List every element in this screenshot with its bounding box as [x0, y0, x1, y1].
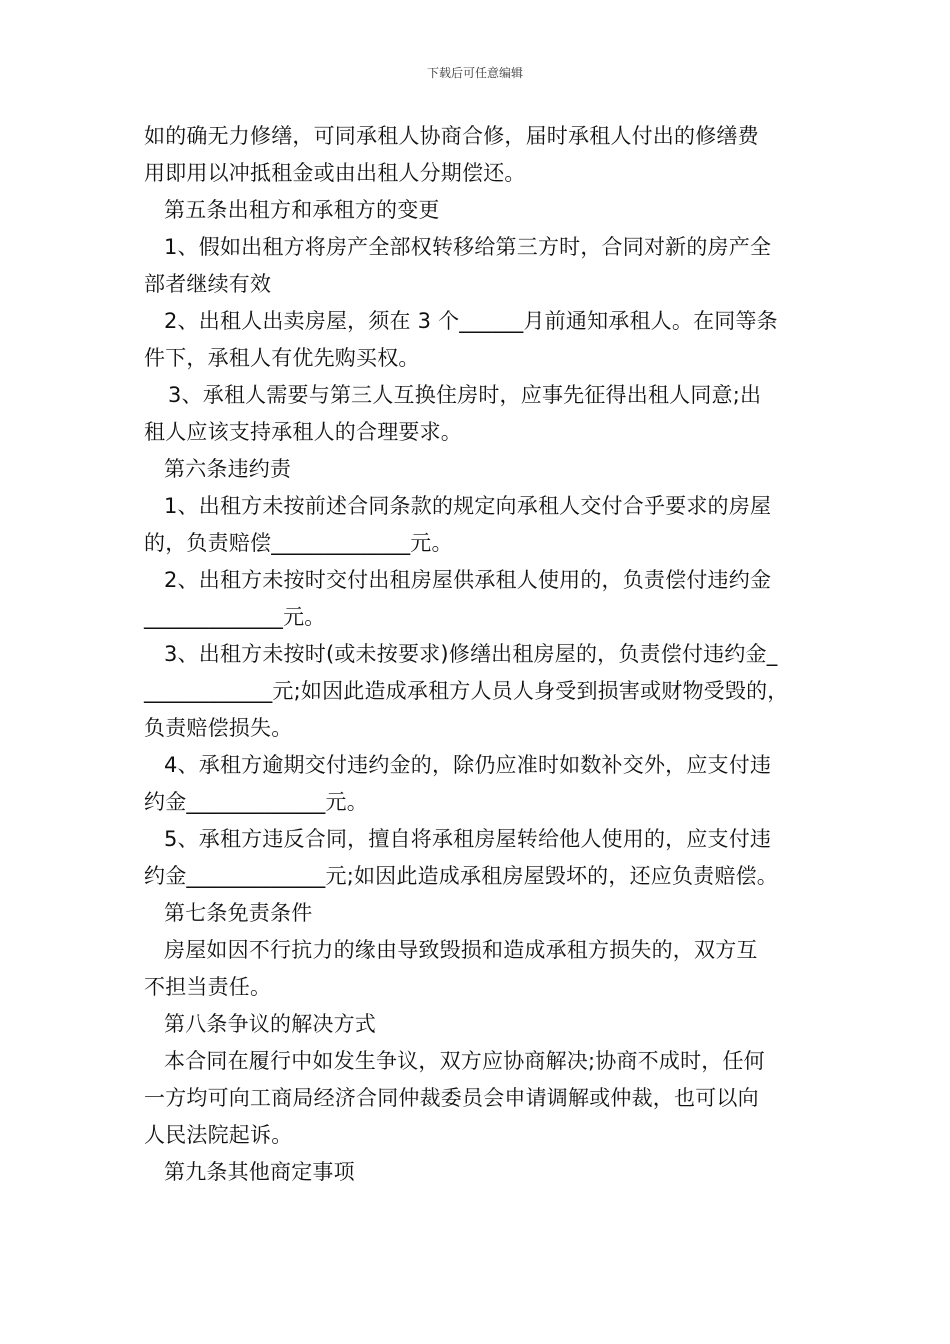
- text-line: 人民法院起诉。: [144, 1123, 293, 1147]
- text-line: 第八条争议的解决方式: [164, 1012, 376, 1036]
- document-body: [144, 118, 824, 1191]
- text-line: 第五条出租方和承租方的变更: [164, 198, 440, 222]
- text-line: 1、假如出租方将房产全部权转移给第三方时，合同对新的房产全: [164, 235, 772, 259]
- text-line: ____________元;如因此造成承租方人员人身受到损害或财物受毁的，: [144, 679, 789, 703]
- text-line: 租人应该支持承租人的合理要求。: [144, 420, 462, 444]
- text-line: 第九条其他商定事项: [164, 1160, 355, 1184]
- text-line: 部者继续有效: [144, 272, 272, 296]
- text-line: 4、承租方逾期交付违约金的，除仍应准时如数补交外，应支付违: [164, 753, 772, 777]
- text-line: 的，负责赔偿_____________元。: [144, 531, 453, 555]
- text-line: 本合同在履行中如发生争议，双方应协商解决;协商不成时，任何: [164, 1049, 765, 1073]
- text-line: 一方均可向工商局经济合同仲裁委员会申请调解或仲裁，也可以向: [144, 1086, 759, 1110]
- text-line: 1、出租方未按前述合同条款的规定向承租人交付合乎要求的房屋: [164, 494, 772, 518]
- text-line: 第六条违约责: [164, 457, 292, 481]
- text-line: 房屋如因不行抗力的缘由导致毁损和造成承租方损失的，双方互: [164, 938, 758, 962]
- text-line: 2、出租人出卖房屋，须在 3 个______月前通知承租人。在同等条: [164, 309, 778, 333]
- text-line: 负责赔偿损失。: [144, 716, 293, 740]
- text-line: 3、承租人需要与第三人互换住房时，应事先征得出租人同意;出: [168, 383, 762, 407]
- text-line: 不担当责任。: [144, 975, 272, 999]
- text-line: 如的确无力修缮，可同承租人协商合修，届时承租人付出的修缮费: [144, 124, 759, 148]
- text-line: 5、承租方违反合同，擅自将承租房屋转给他人使用的，应支付违: [164, 827, 772, 851]
- text-line: 约金_____________元。: [144, 790, 368, 814]
- text-line: 件下，承租人有优先购买权。: [144, 346, 420, 370]
- text-line: 约金_____________元;如因此造成承租房屋毁坏的，还应负责赔偿。: [144, 864, 778, 888]
- text-line: 2、出租方未按时交付出租房屋供承租人使用的，负责偿付违约金: [164, 568, 772, 592]
- text-line: 3、出租方未按时(或未按要求)修缮出租房屋的，负责偿付违约金_: [164, 642, 778, 666]
- text-line: _____________元。: [144, 605, 326, 629]
- page-header: 下载后可任意编辑: [426, 66, 523, 80]
- text-line: 用即用以冲抵租金或由出租人分期偿还。: [144, 161, 526, 185]
- text-line: 第七条免责条件: [164, 901, 313, 925]
